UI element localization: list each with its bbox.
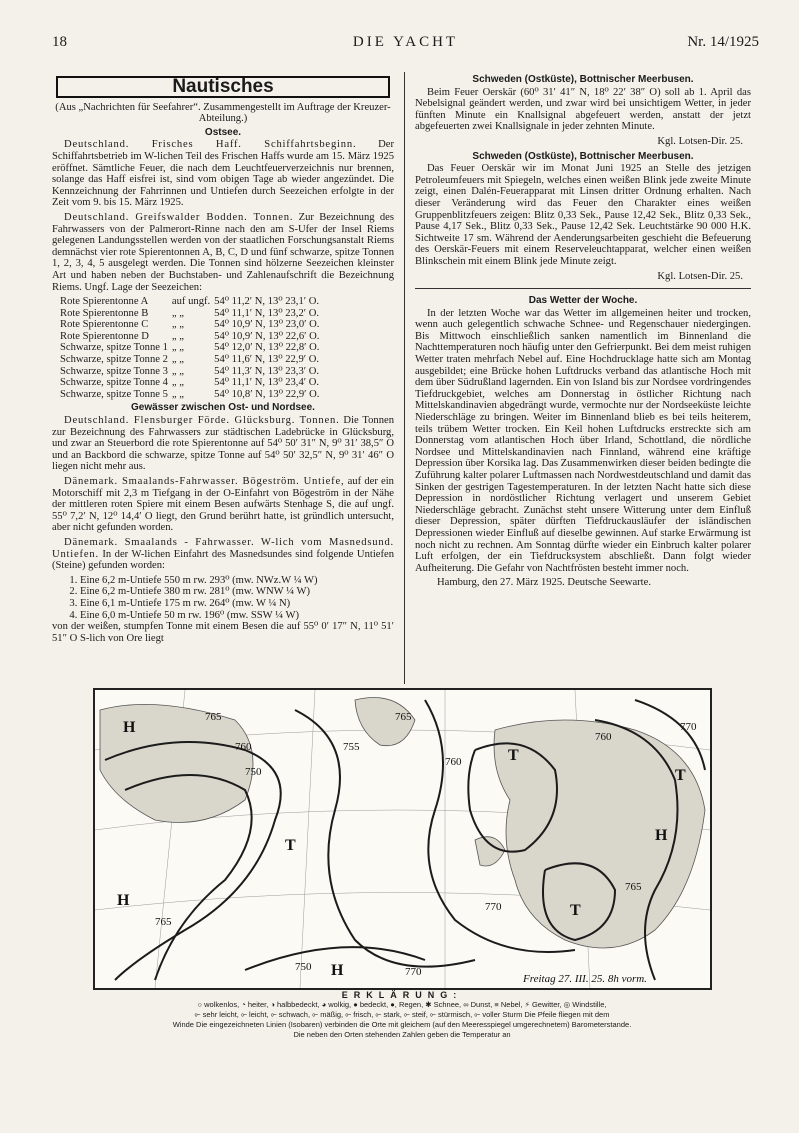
buoy-prefix: „ „ bbox=[171, 342, 184, 354]
heading-wetter: Das Wetter der Woche. bbox=[528, 295, 638, 307]
buoy-prefix: auf ungf. bbox=[171, 296, 211, 308]
legend-line: Winde Die eingezeichneten Linien (Isobaren) verbinden die Orte mit gleichem (auf den Meeresspiegel umgerechnetem) Barometerstande. bbox=[172, 1020, 632, 1029]
notice-flensburger-foerde: Deutschland. Flensburger Förde. Glücksburg. Tonnen. Die Tonnen zur Bezeichnung des Fahrwassers zur städtischen Ladebrücke in Glücksburg, und zwar an Steuerbord die rote Spierentonne auf 54⁰ 50′ 31″ N, 9⁰ 31′ 38,5″ O und an Backbord die schwarze, spitze Tonne auf 54⁰ 50′ 32,5″ N, 9⁰ 31′ 46″ O liegen nicht mehr aus. bbox=[52, 415, 394, 473]
notice-oerskaer-nebelsignal: Beim Feuer Oerskär (60⁰ 31′ 41″ N, 18⁰ 22′ 38″ O) soll ab 1. April das Nebelsignal geändert werden, und zwar wird bei unsichtigem Wetter, in jeder fünften Minute ein Knallsignal abgefeuert werden, anstatt der jetzt abgefeuerten zwei Knallsignale in jeder zehnten Minute. bbox=[415, 86, 751, 133]
heading-schweden-1: Schweden (Ostküste), Bottnischer Meerbusen. bbox=[472, 74, 694, 85]
map-high-label: H bbox=[655, 827, 668, 844]
table-row bbox=[60, 319, 323, 331]
isobar-value: 770 bbox=[680, 721, 697, 733]
isobar-value: 760 bbox=[235, 741, 252, 753]
weather-map-drawing bbox=[95, 690, 710, 988]
notice-boegestroem: Dänemark. Smaalands-Fahrwasser. Bögeström. Untiefe, auf der ein Motorschiff mit 2,3 m Tiefgang in der O-Einfahrt von Bögeström in der Nähe der mittleren roten Spiere mit einem Besen aufwärts Stenhage S, die auf ungf. 55⁰ 7,2′ N, 12⁰ 14,4′ O liegt, den Grund berührt hatte, ist gründlich untersucht, aber nicht gefunden worden. bbox=[52, 476, 394, 534]
isobar-value: 755 bbox=[343, 741, 360, 753]
table-row bbox=[60, 377, 323, 389]
table-row bbox=[60, 296, 323, 308]
signature: Kgl. Lotsen-Dir. 25. bbox=[657, 135, 743, 147]
weather-signature: Hamburg, den 27. März 1925. Deutsche Seewarte. bbox=[437, 577, 651, 589]
table-row bbox=[60, 342, 323, 354]
buoy-prefix: „ „ bbox=[171, 319, 184, 331]
map-low-label: T bbox=[675, 767, 686, 784]
buoy-position: 54⁰ 10,9′ N, 13⁰ 22,6′ O. bbox=[214, 330, 320, 342]
column-divider bbox=[404, 72, 405, 684]
isobar-value: 770 bbox=[485, 901, 502, 913]
magazine-title: DIE YACHT bbox=[352, 34, 459, 50]
buoy-position: 54⁰ 11,6′ N, 13⁰ 22,9′ O. bbox=[214, 354, 320, 366]
buoy-prefix: „ „ bbox=[171, 330, 184, 342]
table-row bbox=[60, 389, 323, 401]
buoy-name: Rote Spierentonne D bbox=[60, 330, 149, 342]
list-item: 3. Eine 6,1 m-Untiefe 175 m rw. 264⁰ (mw. W ¼ N) bbox=[80, 598, 394, 610]
page-header bbox=[52, 34, 759, 56]
issue-number: Nr. 14/1925 bbox=[687, 34, 759, 50]
section-title: Nautisches bbox=[56, 76, 390, 98]
buoy-name: Schwarze, spitze Tonne 2 bbox=[60, 354, 168, 366]
buoy-position: 54⁰ 11,1′ N, 13⁰ 23,2′ O. bbox=[214, 307, 320, 319]
isobar-value: 765 bbox=[625, 881, 642, 893]
heading-ostsee: Ostsee. bbox=[204, 126, 242, 138]
buoy-position: 54⁰ 12,0′ N, 13⁰ 22,8′ O. bbox=[214, 342, 320, 354]
buoy-position: 54⁰ 10,8′ N, 13⁰ 22,9′ O. bbox=[214, 388, 320, 400]
isobar-value: 760 bbox=[445, 756, 462, 768]
map-low-label: T bbox=[570, 902, 581, 919]
map-low-label: T bbox=[508, 747, 519, 764]
signature: Kgl. Lotsen-Dir. 25. bbox=[657, 270, 743, 282]
buoy-name: Rote Spierentonne A bbox=[60, 296, 149, 308]
shoal-list bbox=[52, 575, 394, 621]
list-item: 1. Eine 6,2 m-Untiefe 550 m rw. 293⁰ (mw. NWz.W ¼ W) bbox=[80, 575, 394, 587]
legend-line: ○ wolkenlos, ◔ heiter, ◑ halbbedeckt, ◕ wolkig, ● bedeckt, ●, Regen, ✱ Schnee, ∞ Dunst, ≡ Nebel, ⚡ Gewitter, ◎ Windstille, bbox=[197, 1000, 607, 1009]
weather-map bbox=[93, 688, 712, 990]
notice-greifswalder-bodden: Deutschland. Greifswalder Bodden. Tonnen. Zur Bezeichnung des Fahrwassers von der Palmerort-Rinne nach den am S-Ufer der Insel Riems gelegenen Landungsstellen werden von der staatlichen Forschungsanstalt Riems demnächst vier rote Spierentonnen A, B, C, D und fünf schwarze, spitze Tonnen 1, 2, 3, 4, 5 ausgelegt werden. Die Tonnen sind hölzerne Seezeichen kleinster Art und haben neben der Buchstaben- und Zahlenaufschrift die Bezeichnung Riems. Ungf. Lage der Seezeichen: bbox=[52, 211, 394, 293]
buoy-name: Rote Spierentonne C bbox=[60, 319, 149, 331]
isobar-value: 765 bbox=[395, 711, 412, 723]
isobar-value: 765 bbox=[205, 711, 222, 723]
table-row bbox=[60, 308, 323, 320]
weather-report: In der letzten Woche war das Wetter im allgemeinen heiter und trocken, wenn auch gelegentlich schwache Schnee- und Regenschauer niedergingen. Bis Mittwoch einschließlich sanken namentlich im Binnenland die Nachttemperaturen noch häufig unter den Gefrierpunkt. Bei dem meist ruhigen Wetter traten mehrfach Nebel auf. Eine Hochdrucklage hatte sich am Montag ausgebildet; eine Brücke hohen Luftdrucks verband das atlantische Hoch mit dem über Südrußland lagernden. Ein von Island bis zur Nordsee vordringendes Tiefdruckgebiet, welches am Donnerstag in östlicher Richtung nach Mittelskandinavien abgedrängt wurde, vermochte nur der Nordseeküste leichte Niederschläge zu bringen. Weiter im Binnenland blieb es bei teils heiterem, teils trübem Wetter trocken. Ein Keil hohen Luftdrucks erstreckte sich am Donnerstag vom atlantischen Hoch über Irland, Schottland, die nördliche Nordsee und Mittelskandinavien nach Finnland, während eine kräftige Depression über Korsika lag. Das Zusammenwirken dieser beiden bedingte die Zuführung kalter polarer Luftmassen nach Nordwestdeutschland und damit das Sinken der gestrigen Tagestemperaturen. In der letzten Nacht hatte sich diese Depression in nordöstlicher Richtung verlagert und unserem Gebiet Niederschläge gebracht. Zunächst steht unsere Witterung unter dem Einfluß dieser Depression, später dürften Tiefdruckausläufer der isländischen Depressionen wieder Einfluß auf dieselbe gewinnen. Auf starke Erwärmung ist noch nicht zu rechnen. Am Sonntag dürfte wieder ein Einbruch kalter polarer Luft erfolgen, der ein Tiefdrucksystem abschließt. Dann folgt wieder Aufheiterung. Die Gefahr von Nachtfrösten besteht immer noch. bbox=[415, 307, 751, 574]
buoy-prefix: „ „ bbox=[171, 377, 184, 389]
buoy-position: 54⁰ 11,1′ N, 13⁰ 23,4′ O. bbox=[214, 377, 320, 389]
legend-title: ERKLÄRUNG: bbox=[341, 990, 463, 1000]
page-number: 18 bbox=[52, 34, 67, 50]
map-date: Freitag 27. III. 25. 8h vorm. bbox=[523, 973, 647, 985]
buoy-name: Schwarze, spitze Tonne 4 bbox=[60, 377, 168, 389]
section-credit: (Aus „Nachrichten für Seefahrer“. Zusammengestellt im Auftrage der Kreuzer-Abteilung.) bbox=[55, 101, 391, 125]
notice-oerskaer-feuer: Das Feuer Oerskär wir im Monat Juni 1925 an Stelle des jetzigen Petroleumfeuers mit Spiegeln, welches einen weißen Blink jede zweite Minute zeigt, einen Dalén-Feuerapparat mit Linsen dritter Ordnung erhalten. Nach dieser Veränderung wird das Feuer den Charakter eines weißen Gruppenblitzfeuers zeigen: Blitz 0,33 Sek., Pause 12,42 Sek., Blitz 0,33 Sek., Pause 4,17 Sek., Blitz 0,33 Sek., Pause 12,42 Sek. Leuchtstärke 90 000 H.K. Sichtweite 17 sm. Während der Aenderungsarbeiten geschieht die Befeuerung des Oerskär-Feuers mit einem Reserveleuchtapparat, welcher einen weißen Blinkschein mit einem Blink jede Minute zeigt. bbox=[415, 163, 751, 267]
notice-frisches-haff: Deutschland. Frisches Haff. Schiffahrtsbeginn. Der Schiffahrtsbetrieb im W-lichen Teil des Frischen Haffs wurde am 15. März 1925 eröffnet. Sämtliche Feuer, die nach dem Leuchtfeuerverzeichnis nur brennen, solange das Haff eisfrei ist, sind vom obigen Tage ab wieder angezündet. Die Kennzeichnung der Fahrrinnen und Untiefen durch Seezeichen erfolgte in der Zeit vom 9. bis 15. März 1925. bbox=[52, 139, 394, 209]
list-item: 4. Eine 6,0 m-Untiefe 50 m rw. 196⁰ (mw. SSW ¼ W) bbox=[80, 610, 394, 622]
buoy-name: Schwarze, spitze Tonne 3 bbox=[60, 365, 168, 377]
buoy-position: 54⁰ 11,3′ N, 13⁰ 23,3′ O. bbox=[214, 365, 320, 377]
table-row bbox=[60, 354, 323, 366]
left-column bbox=[52, 72, 394, 647]
buoy-table bbox=[60, 296, 323, 400]
map-high-label: H bbox=[123, 719, 136, 736]
notice-masnedsund: Dänemark. Smaalands - Fahrwasser. W-lich vom Masnedsund. Untiefen. In der W-lichen Einfahrt des Masnedsundes sind folgende Untiefen (Steine) gefunden worden: bbox=[52, 536, 394, 572]
right-column bbox=[415, 72, 751, 592]
list-item: 2. Eine 6,2 m-Untiefe 380 m rw. 281⁰ (mw. WNW ¼ W) bbox=[80, 586, 394, 598]
buoy-prefix: „ „ bbox=[171, 307, 184, 319]
heading-schweden-2: Schweden (Ostküste), Bottnischer Meerbusen. bbox=[472, 150, 694, 162]
isobar-value: 760 bbox=[595, 731, 612, 743]
map-low-label: T bbox=[285, 837, 296, 854]
buoy-prefix: „ „ bbox=[171, 365, 184, 377]
buoy-prefix: „ „ bbox=[171, 354, 184, 366]
isobar-value: 750 bbox=[245, 766, 262, 778]
buoy-name: Schwarze, spitze Tonne 5 bbox=[60, 388, 168, 400]
buoy-name: Rote Spierentonne B bbox=[60, 307, 149, 319]
buoy-prefix: „ „ bbox=[171, 388, 184, 400]
heading-gewaesser: Gewässer zwischen Ost- und Nordsee. bbox=[131, 402, 315, 414]
map-landmasses bbox=[100, 698, 705, 949]
divider bbox=[415, 288, 751, 289]
isobar-value: 765 bbox=[155, 916, 172, 928]
isobar-value: 750 bbox=[295, 961, 312, 973]
map-high-label: H bbox=[117, 892, 130, 909]
table-row bbox=[60, 366, 323, 378]
legend-line: Die neben den Orten stehenden Zahlen geben die Temperatur an bbox=[293, 1030, 511, 1039]
table-row bbox=[60, 331, 323, 343]
map-legend bbox=[96, 990, 708, 1040]
legend-line: ⟜ sehr leicht, ⟜ leicht, ⟜ schwach, ⟜ mäßig, ⟜ frisch, ⟜ stark, ⟜ steif, ⟜ stürmisch, ⟜ voller Sturm Die Pfeile fliegen mit dem bbox=[194, 1010, 610, 1019]
buoy-name: Schwarze, spitze Tonne 1 bbox=[60, 342, 168, 354]
shoal-reference: von der weißen, stumpfen Tonne mit einem Besen die auf 55⁰ 0′ 17″ N, 11⁰ 51′ 51″ O S-lich von Ore liegt bbox=[52, 621, 394, 644]
buoy-position: 54⁰ 10,9′ N, 13⁰ 23,0′ O. bbox=[214, 319, 320, 331]
isobar-value: 770 bbox=[405, 966, 422, 978]
map-high-label: H bbox=[331, 962, 344, 979]
buoy-position: 54⁰ 11,2′ N, 13⁰ 23,1′ O. bbox=[214, 296, 320, 308]
